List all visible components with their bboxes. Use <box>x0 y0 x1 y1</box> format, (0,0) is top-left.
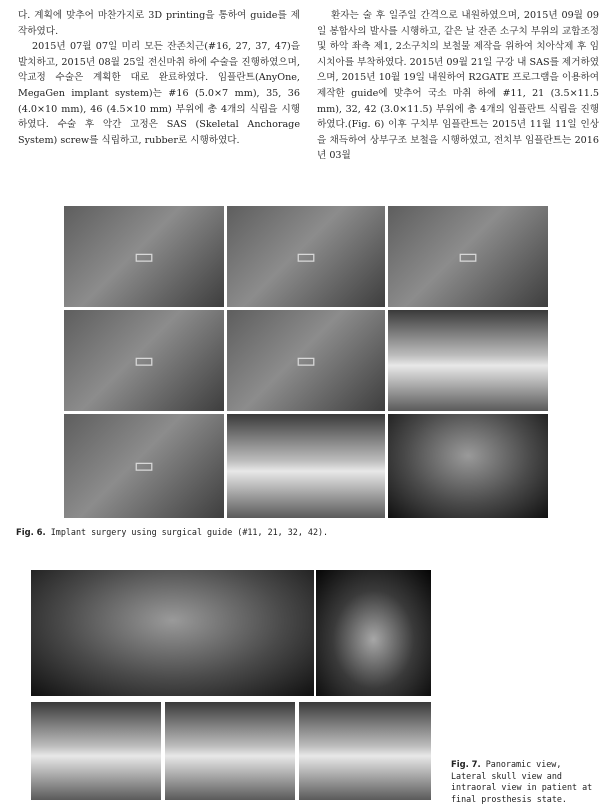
photo-icon: ▭ <box>133 348 155 373</box>
right-text-column <box>317 8 599 164</box>
photo-implant-insertion <box>64 310 224 411</box>
figure-7-caption <box>451 759 597 805</box>
left-paragraph-2: 2015년 07월 07일 미리 모든 잔존치근(#16, 27, 37, 47)을 발치하고, 2015년 08월 25일 전신마취 하에 수술을 진행하였으며, 악교정 수술은 계획한 대로 완료하였다. 임플란트(AnyOne, MegaGen implant system)는 #16 (5.0×7 mm), 35, 36 (4.0×10 mm), 46 (4.5×10 mm) 부위에 총 4개의 식립을 시행하였다. 수술 후 악간 고정은 SAS (Skeletal Anchorage System) screw를 식립하고, rubber로 시행하였다. <box>18 41 300 146</box>
photo-handpiece <box>64 414 224 518</box>
photo-icon: ▭ <box>295 348 317 373</box>
figure-6-photo-grid <box>64 206 548 518</box>
photo-icon: ▭ <box>133 244 155 269</box>
photo-drilling <box>388 206 548 307</box>
figure-6-caption <box>16 527 328 537</box>
figure-7-panoramic-xray <box>31 570 314 696</box>
photo-surgical-site <box>227 310 385 411</box>
figure-7-intraoral-left <box>299 702 431 800</box>
right-paragraph-1: 환자는 술 후 일주일 간격으로 내원하였으며, 2015년 09월 09일 봉합사의 발사를 시행하고, 같은 날 잔존 소구치 부위의 교합조정 및 하악 좌측 제1, 2소구치의 보철물 제작을 위하여 치아삭제 후 임시치아를 부착하였다. 2015년 09월 21일 구강 내 SAS를 제거하였으며, 2015년 10월 19일 내원하여 R2GATE 프로그램을 이용하여 제작한 guide에 맞추어 국소 마취 하에 #11, 21 (3.5×11.5 mm), 32, 42 (3.0×11.5) 부위에 총 4개의 임플란트 식립을 진행하였다.(Fig. 6) 이후 구치부 임플란트는 2015년 11월 11일 인상을 채득하여 상부구조 보철을 시행하였고, 전치부 임플란트는 2016년 03월 <box>317 10 599 162</box>
photo-surgical-guide <box>64 206 224 307</box>
figure-6-caption-text: Implant surgery using surgical guide (#11, 21, 32, 42). <box>50 527 329 537</box>
figure-7-label: Fig. 7. <box>451 759 481 769</box>
photo-icon: ▭ <box>295 244 317 269</box>
photo-icon: ▭ <box>133 453 155 479</box>
photo-guide-placement <box>227 206 385 307</box>
photo-lower-arch <box>388 310 548 411</box>
left-text-column <box>18 8 300 148</box>
figure-7-intraoral-right <box>31 702 161 800</box>
photo-panoramic-xray <box>388 414 548 518</box>
photo-icon: ▭ <box>457 244 479 269</box>
figure-7-intraoral-front <box>165 702 295 800</box>
photo-parallel-pins <box>227 414 385 518</box>
figure-7-lateral-skull-view <box>316 570 431 696</box>
figure-7-caption-text: Panoramic view, Lateral skull view and intraoral view in patient at final prosthesis state. <box>451 759 593 804</box>
left-paragraph-1: 다. 계획에 맞추어 마찬가지로 3D printing을 통하여 guide를 제작하였다. <box>18 10 300 37</box>
figure-6-label: Fig. 6. <box>16 527 46 537</box>
